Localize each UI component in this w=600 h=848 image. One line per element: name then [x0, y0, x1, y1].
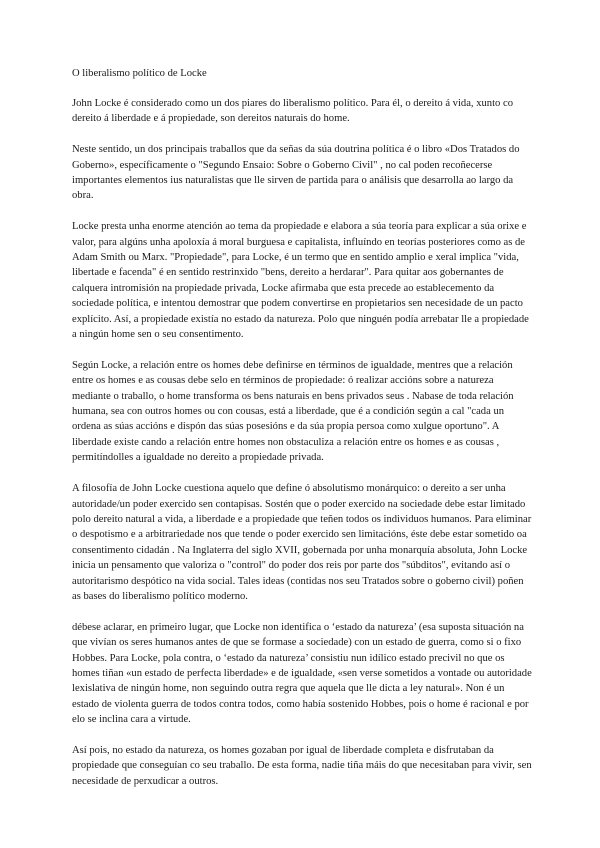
document-page — [72, 66, 534, 805]
paragraph-4: Según Locke, a relación entre os homes debe definirse en términos de igualdade, mentres que a relación entre os homes e as cousas debe selo en términos de propiedade: ó realizar accións sobre a natureza mediante o traballo, o home transforma os bens naturais en bens privados seus . Nabase de toda relación humana, sea con outros homes ou con cousas, está a liberdade, que é a condición según a cal "cada un ordena as súas accións e dispón das súas posesións e da súa propia persoa como xulgue oportuno". A liberdade existe cando a relación entre homes non obstaculiza a relación entre os homes e as cousas , permitíndolles a igualdade no dereito a propiedade privada. — [72, 359, 514, 464]
paragraph-5: A filosofía de John Locke cuestiona aquelo que define ó absolutismo monárquico: o dereito a ser unha autoridade/un poder exercido sen contapisas. Sostén que o poder exercido na sociedade debe estar limitado polo dereito natural a vida, a liberdade e a propiedade que teñen todos os individuos humanos. Para eliminar o despotismo e a arbitrariedade nos que tende o poder exercido sen limitacións, éste debe estar sometido oa consentimento cidadán . Na Inglaterra del siglo XVII, gobernada por unha monarquía absoluta, John Locke inicia un pensamento que valoriza o "control" do poder dos reis por parte dos "súbditos", evitando así o autoritarismo despótico na vida social. Tales ideas (contidas nos seu Tratados sobre o goberno civil) poñen as bases do liberalismo político moderno. — [72, 483, 532, 602]
paragraph-2: Neste sentido, un dos principais traballos que da señas da súa doutrina política é o libro «Dos Tratados do Goberno», específicamente o "Segundo Ensaio: Sobre o Goberno Civil" , no cal poden recoñecerse importantes elementos ius naturalistas que lle sirven de partida para o análisis que desarrolla ao largo da obra. — [72, 144, 520, 202]
paragraph-7: Así pois, no estado da natureza, os homes gozaban por igual de liberdade completa e disfrutaban da propiedade que conseguían co seu traballo. De esta forma, nadie tiña máis do que necesitaban para vivir, sen necesidade de perxudicar a outros. — [72, 744, 532, 787]
paragraph-1: John Locke é considerado como un dos piares do liberalismo político. Para él, o dereito á vida, xunto co dereito á liberdade e á propiedade, son dereitos naturais do home. — [72, 98, 513, 125]
document-title: O liberalismo político de Locke — [72, 68, 207, 79]
paragraph-3: Locke presta unha enorme atención ao tema da propiedade e elabora a súa teoría para explicar a súa orixe e valor, para algúns unha apoloxía á moral burguesa e capitalista, influíndo en teorías posteriores como as de Adam Smith ou Marx. "Propiedade", para Locke, é un termo que en sentido amplio e xeral implica "vida, libertade e facenda" é en sentido restrinxido "bens, dereito a herdarar". Para quitar aos gobernantes de calquera intromisión na propiedade privada, Locke afirmaba que esta precede ao establecemento da sociedade política, e intentou demostrar que podem convertirse en propietarios sen necesidade de un pacto explícito. Así, a propiedade existía no estado da natureza. Polo que ninguén podía arrebatar lle a propiedade a ningún home sen o seu consentimento. — [72, 221, 529, 341]
paragraph-6: débese aclarar, en primeiro lugar, que Locke non identifica o ‘estado da natureza’ (esa suposta situación na que vivían os seres humanos antes de que se formase a sociedade) con un estado de guerra, como si o fixo Hobbes. Para Locke, pola contra, o ‘estado da natureza’ consistiu nun idílico estado precivil no que os homes tiñan «un estado de perfecta liberdade» e de igualdade, «sen verse sometidos a vontade ou autoridade lexislativa de ningún home, non seguindo outra regra que aquela que lle dicta a ley natural». Non é un estado de violenta guerra de todos contra todos, como había sostenido Hobbes, pois o home é racional e por elo se inclina cara a virtude. — [72, 621, 532, 726]
